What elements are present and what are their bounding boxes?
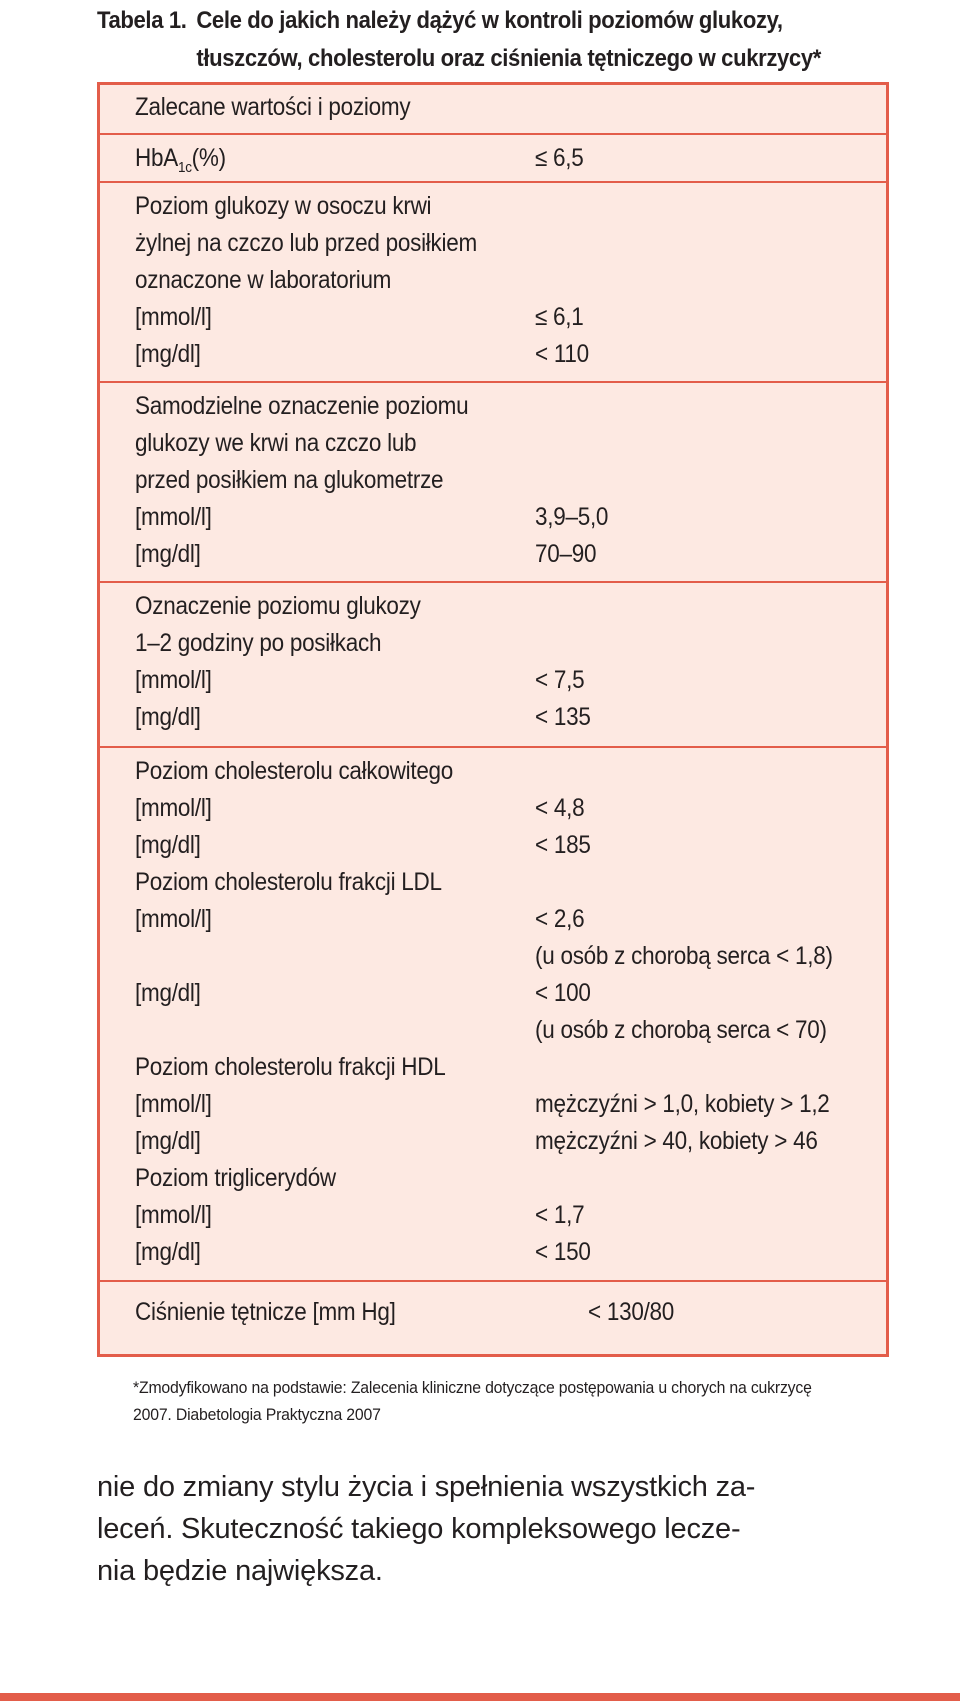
lab-glucose-mg-label: [mg/dl] [135, 340, 201, 368]
ldl-mmol-label: [mmol/l] [135, 905, 212, 933]
hba1c-value: ≤ 6,5 [535, 144, 584, 172]
post-glucose-line-2: 1–2 godziny po posiłkach [135, 629, 382, 657]
post-glucose-mmol-label: [mmol/l] [135, 666, 212, 694]
lab-glucose-line-3: oznaczone w laboratorium [135, 266, 392, 294]
self-glucose-mg-value: 70–90 [535, 540, 597, 568]
lab-glucose-line-1: Poziom glukozy w osoczu krwi [135, 192, 432, 220]
self-glucose-mmol-label: [mmol/l] [135, 503, 212, 531]
post-glucose-mg-value: < 135 [535, 703, 591, 731]
total-cholesterol-mmol-label: [mmol/l] [135, 794, 212, 822]
post-glucose-line-1: Oznaczenie poziomu glukozy [135, 592, 421, 620]
pressure-section [100, 1280, 886, 1356]
pressure-value: < 130/80 [588, 1298, 675, 1326]
post-glucose-section [100, 581, 886, 748]
ldl-mg-note: (u osób z chorobą serca < 70) [535, 1016, 827, 1044]
triglycerides-label: Poziom triglicerydów [135, 1164, 336, 1192]
table-caption [97, 2, 833, 78]
table-footnote: *Zmodyfikowano na podstawie: Zalecenia kliniczne dotyczące postępowania u chorych na cukrzycę 2007. Diabetologia Praktyczna 2007 [133, 1378, 812, 1424]
bottom-rule [0, 1693, 960, 1701]
triglycerides-mmol-value: < 1,7 [535, 1201, 585, 1229]
lab-glucose-section [100, 181, 886, 371]
ldl-mmol-value: < 2,6 [535, 905, 585, 933]
body-line: nie do zmiany stylu życia i spełnienia wszystkich za- [97, 1471, 756, 1503]
self-glucose-mmol-value: 3,9–5,0 [535, 503, 609, 531]
hba1c-section [100, 133, 886, 183]
table-header: Zalecane wartości i poziomy [135, 93, 411, 121]
post-glucose-mg-label: [mg/dl] [135, 703, 201, 731]
lab-glucose-line-2: żylnej na czczo lub przed posiłkiem [135, 229, 477, 257]
self-glucose-mg-label: [mg/dl] [135, 540, 201, 568]
hdl-mmol-label: [mmol/l] [135, 1090, 212, 1118]
lipids-section [100, 746, 886, 1270]
lab-glucose-mmol-label: [mmol/l] [135, 303, 212, 331]
post-glucose-mmol-value: < 7,5 [535, 666, 585, 694]
hba1c-label: HbA$_{1c}$(%) [135, 144, 226, 176]
self-glucose-line-1: Samodzielne oznaczenie poziomu [135, 392, 469, 420]
hdl-mg-value: mężczyźni > 40, kobiety > 46 [535, 1127, 818, 1155]
total-cholesterol-mg-label: [mg/dl] [135, 831, 201, 859]
self-glucose-line-3: przed posiłkiem na glukometrze [135, 466, 444, 494]
self-glucose-line-2: glukozy we krwi na czczo lub [135, 429, 417, 457]
triglycerides-mg-value: < 150 [535, 1238, 591, 1266]
total-cholesterol-mmol-value: < 4,8 [535, 794, 585, 822]
body-line: nia będzie największa. [97, 1555, 383, 1587]
pressure-label: Ciśnienie tętnicze [mm Hg] [135, 1298, 396, 1326]
triglycerides-mg-label: [mg/dl] [135, 1238, 201, 1266]
lab-glucose-mmol-value: ≤ 6,1 [535, 303, 584, 331]
caption-line-2: tłuszczów, cholesterolu oraz ciśnienia tętniczego w cukrzycy* [196, 45, 821, 72]
hdl-mg-label: [mg/dl] [135, 1127, 201, 1155]
hdl-mmol-value: mężczyźni > 1,0, kobiety > 1,2 [535, 1090, 830, 1118]
triglycerides-mmol-label: [mmol/l] [135, 1201, 212, 1229]
body-paragraph [97, 1466, 857, 1592]
table-number: Tabela 1. [97, 7, 187, 34]
table-header-section [100, 85, 886, 133]
body-line: leceń. Skuteczność takiego kompleksowego lecze- [97, 1513, 741, 1545]
total-cholesterol-label: Poziom cholesterolu całkowitego [135, 757, 454, 785]
total-cholesterol-mg-value: < 185 [535, 831, 591, 859]
caption-line-1: Cele do jakich należy dążyć w kontroli poziomów glukozy, [196, 7, 783, 34]
self-glucose-section [100, 381, 886, 571]
ldl-mmol-note: (u osób z chorobą serca < 1,8) [535, 942, 833, 970]
hdl-label: Poziom cholesterolu frakcji HDL [135, 1053, 446, 1081]
ldl-mg-value: < 100 [535, 979, 591, 1007]
lab-glucose-mg-value: < 110 [535, 340, 589, 368]
ldl-label: Poziom cholesterolu frakcji LDL [135, 868, 442, 896]
ldl-mg-label: [mg/dl] [135, 979, 201, 1007]
targets-table [97, 82, 889, 1357]
